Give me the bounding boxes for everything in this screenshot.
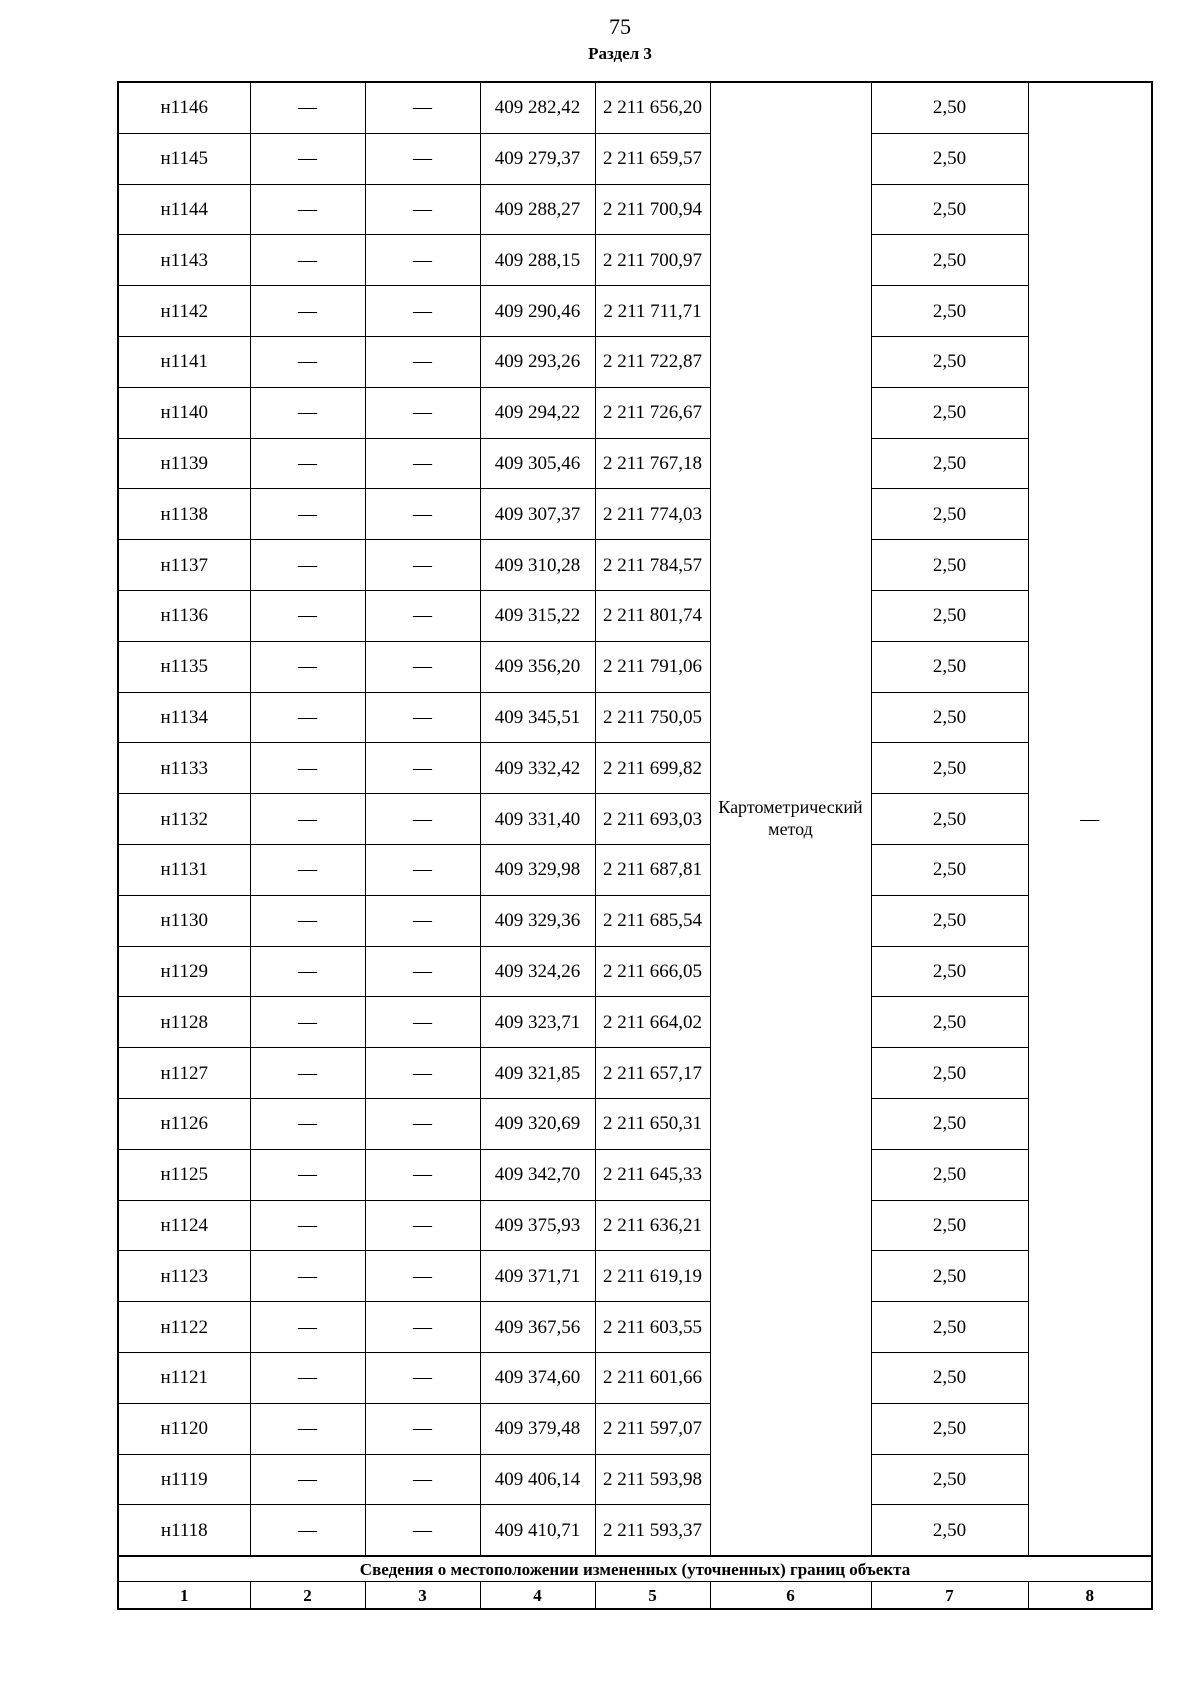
new-y-cell: 2 211 774,03	[595, 489, 710, 540]
section-caption: Сведения о местоположении измененных (уточненных) границ объекта	[118, 1556, 1152, 1582]
table-row	[118, 1251, 1152, 1302]
point-name-cell: н1133	[118, 743, 250, 794]
new-x-cell: 409 293,26	[480, 336, 595, 387]
point-name-cell: н1127	[118, 1048, 250, 1099]
existing-y-cell: —	[365, 387, 480, 438]
new-y-cell: 2 211 636,21	[595, 1200, 710, 1251]
table-row	[118, 286, 1152, 337]
existing-y-cell: —	[365, 336, 480, 387]
existing-y-cell: —	[365, 1505, 480, 1556]
existing-y-cell: —	[365, 438, 480, 489]
new-y-cell: 2 211 659,57	[595, 133, 710, 184]
accuracy-cell: 2,50	[871, 438, 1028, 489]
accuracy-cell: 2,50	[871, 489, 1028, 540]
new-y-cell: 2 211 656,20	[595, 82, 710, 133]
existing-x-cell: —	[250, 286, 365, 337]
accuracy-cell: 2,50	[871, 794, 1028, 845]
existing-y-cell: —	[365, 692, 480, 743]
existing-y-cell: —	[365, 743, 480, 794]
existing-y-cell: —	[365, 590, 480, 641]
new-x-cell: 409 329,36	[480, 895, 595, 946]
table-row	[118, 590, 1152, 641]
new-y-cell: 2 211 685,54	[595, 895, 710, 946]
new-y-cell: 2 211 784,57	[595, 540, 710, 591]
accuracy-cell: 2,50	[871, 133, 1028, 184]
new-y-cell: 2 211 722,87	[595, 336, 710, 387]
table-row	[118, 438, 1152, 489]
existing-y-cell: —	[365, 1098, 480, 1149]
accuracy-cell: 2,50	[871, 1048, 1028, 1099]
new-y-cell: 2 211 593,98	[595, 1454, 710, 1505]
new-x-cell: 409 342,70	[480, 1149, 595, 1200]
table-row	[118, 489, 1152, 540]
accuracy-cell: 2,50	[871, 235, 1028, 286]
point-name-cell: н1118	[118, 1505, 250, 1556]
existing-y-cell: —	[365, 184, 480, 235]
existing-x-cell: —	[250, 1454, 365, 1505]
new-y-cell: 2 211 593,37	[595, 1505, 710, 1556]
existing-x-cell: —	[250, 1048, 365, 1099]
column-number: 1	[118, 1582, 250, 1610]
section-caption-row	[118, 1556, 1152, 1582]
column-number: 3	[365, 1582, 480, 1610]
existing-y-cell: —	[365, 286, 480, 337]
new-y-cell: 2 211 726,67	[595, 387, 710, 438]
existing-y-cell: —	[365, 1200, 480, 1251]
new-x-cell: 409 294,22	[480, 387, 595, 438]
new-y-cell: 2 211 664,02	[595, 997, 710, 1048]
point-name-cell: н1130	[118, 895, 250, 946]
new-y-cell: 2 211 711,71	[595, 286, 710, 337]
new-y-cell: 2 211 687,81	[595, 844, 710, 895]
accuracy-cell: 2,50	[871, 997, 1028, 1048]
new-x-cell: 409 374,60	[480, 1352, 595, 1403]
existing-x-cell: —	[250, 184, 365, 235]
new-x-cell: 409 310,28	[480, 540, 595, 591]
existing-x-cell: —	[250, 1505, 365, 1556]
existing-x-cell: —	[250, 946, 365, 997]
column-number: 7	[871, 1582, 1028, 1610]
point-name-cell: н1121	[118, 1352, 250, 1403]
existing-x-cell: —	[250, 438, 365, 489]
coordinates-table	[117, 81, 1153, 1610]
table-row	[118, 895, 1152, 946]
point-name-cell: н1124	[118, 1200, 250, 1251]
table-row	[118, 1149, 1152, 1200]
point-name-cell: н1143	[118, 235, 250, 286]
accuracy-cell: 2,50	[871, 1352, 1028, 1403]
accuracy-cell: 2,50	[871, 1403, 1028, 1454]
existing-y-cell: —	[365, 1251, 480, 1302]
new-x-cell: 409 367,56	[480, 1302, 595, 1353]
new-y-cell: 2 211 603,55	[595, 1302, 710, 1353]
table-row	[118, 387, 1152, 438]
existing-y-cell: —	[365, 895, 480, 946]
accuracy-cell: 2,50	[871, 1302, 1028, 1353]
point-name-cell: н1128	[118, 997, 250, 1048]
new-y-cell: 2 211 666,05	[595, 946, 710, 997]
existing-y-cell: —	[365, 997, 480, 1048]
point-name-cell: н1123	[118, 1251, 250, 1302]
new-y-cell: 2 211 693,03	[595, 794, 710, 845]
accuracy-cell: 2,50	[871, 1251, 1028, 1302]
point-name-cell: н1139	[118, 438, 250, 489]
point-name-cell: н1137	[118, 540, 250, 591]
new-x-cell: 409 331,40	[480, 794, 595, 845]
new-x-cell: 409 320,69	[480, 1098, 595, 1149]
existing-x-cell: —	[250, 540, 365, 591]
accuracy-cell: 2,50	[871, 387, 1028, 438]
existing-x-cell: —	[250, 235, 365, 286]
existing-x-cell: —	[250, 895, 365, 946]
existing-y-cell: —	[365, 82, 480, 133]
new-x-cell: 409 410,71	[480, 1505, 595, 1556]
existing-y-cell: —	[365, 133, 480, 184]
accuracy-cell: 2,50	[871, 1454, 1028, 1505]
new-y-cell: 2 211 619,19	[595, 1251, 710, 1302]
point-name-cell: н1132	[118, 794, 250, 845]
existing-x-cell: —	[250, 336, 365, 387]
new-x-cell: 409 324,26	[480, 946, 595, 997]
table-row	[118, 1302, 1152, 1353]
point-name-cell: н1122	[118, 1302, 250, 1353]
point-name-cell: н1125	[118, 1149, 250, 1200]
new-x-cell: 409 356,20	[480, 641, 595, 692]
existing-y-cell: —	[365, 235, 480, 286]
new-y-cell: 2 211 750,05	[595, 692, 710, 743]
accuracy-cell: 2,50	[871, 692, 1028, 743]
new-x-cell: 409 406,14	[480, 1454, 595, 1505]
table-row	[118, 946, 1152, 997]
table-row	[118, 641, 1152, 692]
table-row	[118, 82, 1152, 133]
accuracy-cell: 2,50	[871, 743, 1028, 794]
accuracy-cell: 2,50	[871, 1200, 1028, 1251]
table-row	[118, 235, 1152, 286]
existing-y-cell: —	[365, 946, 480, 997]
column-number: 2	[250, 1582, 365, 1610]
new-x-cell: 409 332,42	[480, 743, 595, 794]
existing-x-cell: —	[250, 997, 365, 1048]
existing-y-cell: —	[365, 489, 480, 540]
existing-x-cell: —	[250, 1200, 365, 1251]
point-name-cell: н1142	[118, 286, 250, 337]
existing-y-cell: —	[365, 540, 480, 591]
point-name-cell: н1119	[118, 1454, 250, 1505]
table-row	[118, 1505, 1152, 1556]
new-y-cell: 2 211 801,74	[595, 590, 710, 641]
new-x-cell: 409 305,46	[480, 438, 595, 489]
table-row	[118, 743, 1152, 794]
existing-x-cell: —	[250, 1098, 365, 1149]
accuracy-cell: 2,50	[871, 1149, 1028, 1200]
accuracy-cell: 2,50	[871, 184, 1028, 235]
new-x-cell: 409 321,85	[480, 1048, 595, 1099]
existing-x-cell: —	[250, 1352, 365, 1403]
accuracy-cell: 2,50	[871, 590, 1028, 641]
point-name-cell: н1129	[118, 946, 250, 997]
new-x-cell: 409 379,48	[480, 1403, 595, 1454]
existing-y-cell: —	[365, 1454, 480, 1505]
new-y-cell: 2 211 700,94	[595, 184, 710, 235]
new-y-cell: 2 211 645,33	[595, 1149, 710, 1200]
accuracy-cell: 2,50	[871, 540, 1028, 591]
existing-x-cell: —	[250, 641, 365, 692]
accuracy-cell: 2,50	[871, 844, 1028, 895]
table-row	[118, 540, 1152, 591]
existing-x-cell: —	[250, 489, 365, 540]
point-name-cell: н1138	[118, 489, 250, 540]
existing-x-cell: —	[250, 794, 365, 845]
table-row	[118, 1403, 1152, 1454]
point-name-cell: н1136	[118, 590, 250, 641]
table-row	[118, 997, 1152, 1048]
existing-x-cell: —	[250, 743, 365, 794]
new-x-cell: 409 375,93	[480, 1200, 595, 1251]
column-number: 4	[480, 1582, 595, 1610]
table-body	[118, 82, 1152, 1609]
column-number: 6	[710, 1582, 871, 1610]
table-row	[118, 844, 1152, 895]
column-number: 8	[1028, 1582, 1152, 1610]
accuracy-cell: 2,50	[871, 82, 1028, 133]
table-row	[118, 1352, 1152, 1403]
new-y-cell: 2 211 767,18	[595, 438, 710, 489]
existing-x-cell: —	[250, 844, 365, 895]
point-name-cell: н1120	[118, 1403, 250, 1454]
existing-x-cell: —	[250, 692, 365, 743]
table-row	[118, 184, 1152, 235]
existing-x-cell: —	[250, 387, 365, 438]
table-row	[118, 133, 1152, 184]
new-x-cell: 409 282,42	[480, 82, 595, 133]
point-name-cell: н1145	[118, 133, 250, 184]
new-y-cell: 2 211 597,07	[595, 1403, 710, 1454]
new-y-cell: 2 211 657,17	[595, 1048, 710, 1099]
point-name-cell: н1144	[118, 184, 250, 235]
existing-x-cell: —	[250, 1403, 365, 1454]
new-x-cell: 409 290,46	[480, 286, 595, 337]
point-name-cell: н1134	[118, 692, 250, 743]
existing-x-cell: —	[250, 82, 365, 133]
new-x-cell: 409 279,37	[480, 133, 595, 184]
accuracy-cell: 2,50	[871, 641, 1028, 692]
column-numbers-row	[118, 1582, 1152, 1610]
accuracy-cell: 2,50	[871, 286, 1028, 337]
new-x-cell: 409 288,27	[480, 184, 595, 235]
accuracy-cell: 2,50	[871, 946, 1028, 997]
new-x-cell: 409 371,71	[480, 1251, 595, 1302]
existing-y-cell: —	[365, 1302, 480, 1353]
section-title: Раздел 3	[588, 44, 652, 63]
accuracy-cell: 2,50	[871, 895, 1028, 946]
table-row	[118, 1454, 1152, 1505]
new-x-cell: 409 288,15	[480, 235, 595, 286]
existing-x-cell: —	[250, 590, 365, 641]
new-x-cell: 409 345,51	[480, 692, 595, 743]
existing-y-cell: —	[365, 1149, 480, 1200]
table-row	[118, 1048, 1152, 1099]
existing-y-cell: —	[365, 1403, 480, 1454]
new-y-cell: 2 211 601,66	[595, 1352, 710, 1403]
note-cell: —	[1028, 82, 1152, 1556]
existing-x-cell: —	[250, 1251, 365, 1302]
point-name-cell: н1126	[118, 1098, 250, 1149]
point-name-cell: н1131	[118, 844, 250, 895]
table-row	[118, 692, 1152, 743]
new-x-cell: 409 307,37	[480, 489, 595, 540]
table-row	[118, 794, 1152, 845]
point-name-cell: н1140	[118, 387, 250, 438]
column-number: 5	[595, 1582, 710, 1610]
table-row	[118, 1098, 1152, 1149]
existing-x-cell: —	[250, 133, 365, 184]
existing-y-cell: —	[365, 794, 480, 845]
new-x-cell: 409 329,98	[480, 844, 595, 895]
existing-y-cell: —	[365, 1352, 480, 1403]
method-cell: Картометрический метод	[710, 82, 871, 1556]
accuracy-cell: 2,50	[871, 336, 1028, 387]
point-name-cell: н1141	[118, 336, 250, 387]
existing-x-cell: —	[250, 1149, 365, 1200]
new-y-cell: 2 211 699,82	[595, 743, 710, 794]
new-x-cell: 409 323,71	[480, 997, 595, 1048]
new-x-cell: 409 315,22	[480, 590, 595, 641]
existing-y-cell: —	[365, 1048, 480, 1099]
page-number: 75	[609, 14, 631, 39]
point-name-cell: н1146	[118, 82, 250, 133]
table-row	[118, 1200, 1152, 1251]
existing-y-cell: —	[365, 844, 480, 895]
accuracy-cell: 2,50	[871, 1098, 1028, 1149]
table-row	[118, 336, 1152, 387]
new-y-cell: 2 211 700,97	[595, 235, 710, 286]
existing-x-cell: —	[250, 1302, 365, 1353]
point-name-cell: н1135	[118, 641, 250, 692]
accuracy-cell: 2,50	[871, 1505, 1028, 1556]
new-y-cell: 2 211 650,31	[595, 1098, 710, 1149]
existing-y-cell: —	[365, 641, 480, 692]
new-y-cell: 2 211 791,06	[595, 641, 710, 692]
